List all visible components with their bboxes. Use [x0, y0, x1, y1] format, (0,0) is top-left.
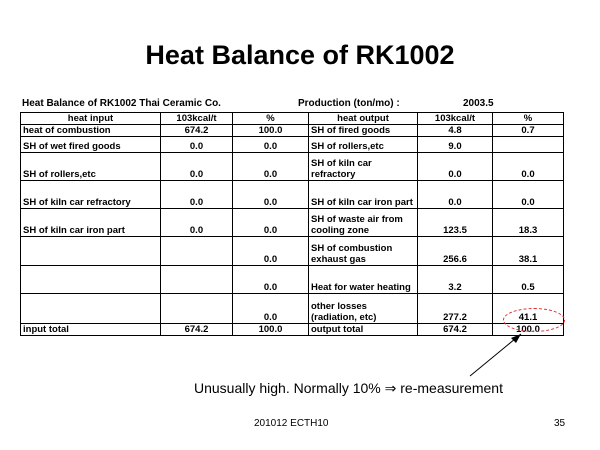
output-value-cell: 123.5 — [418, 209, 493, 237]
table-row — [21, 153, 564, 181]
input-percent-cell: 0.0 — [233, 137, 309, 153]
output-label-cell: output total — [309, 324, 418, 336]
table-row — [21, 137, 564, 153]
input-value-cell: 0.0 — [161, 153, 233, 181]
input-value-cell: 674.2 — [161, 324, 233, 336]
input-label-cell: SH of kiln car iron part — [21, 209, 161, 237]
total-row — [21, 324, 564, 336]
output-label-cell: SH of waste air from cooling zone — [309, 209, 418, 237]
output-label-cell: SH of rollers,etc — [309, 137, 418, 153]
output-value-cell: 3.2 — [418, 266, 493, 294]
input-percent-cell: 0.0 — [233, 181, 309, 209]
input-label-cell — [21, 294, 161, 324]
output-value-cell: 0.0 — [418, 181, 493, 209]
output-value-cell: 9.0 — [418, 137, 493, 153]
input-value-cell — [161, 266, 233, 294]
column-header: % — [233, 113, 309, 125]
input-label-cell — [21, 266, 161, 294]
output-value-cell: 256.6 — [418, 237, 493, 266]
input-value-cell: 0.0 — [161, 209, 233, 237]
table-header-row — [21, 113, 564, 125]
column-header: 103kcal/t — [161, 113, 233, 125]
column-header: heat input — [21, 113, 161, 125]
input-percent-cell: 0.0 — [233, 294, 309, 324]
input-label-cell: SH of kiln car refractory — [21, 181, 161, 209]
input-percent-cell: 100.0 — [233, 324, 309, 336]
output-percent-cell: 0.7 — [493, 125, 564, 137]
output-percent-cell: 18.3 — [493, 209, 564, 237]
input-percent-cell: 0.0 — [233, 209, 309, 237]
input-value-cell — [161, 237, 233, 266]
output-value-cell: 0.0 — [418, 153, 493, 181]
output-value-cell: 4.8 — [418, 125, 493, 137]
input-label-cell: input total — [21, 324, 161, 336]
input-value-cell — [161, 294, 233, 324]
slide-title: Heat Balance of RK1002 — [145, 40, 455, 70]
annotation-note: Unusually high. Normally 10% ⇒ re-measurement — [194, 380, 503, 396]
table-caption: Heat Balance of RK1002 Thai Ceramic Co. — [22, 98, 221, 109]
input-value-cell: 674.2 — [161, 125, 233, 137]
output-label-cell: SH of kiln car refractory — [309, 153, 418, 181]
table-row — [21, 209, 564, 237]
output-percent-cell: 0.0 — [493, 181, 564, 209]
column-header: % — [493, 113, 564, 125]
table-header — [22, 98, 562, 112]
output-value-cell: 674.2 — [418, 324, 493, 336]
highlight-ellipse — [503, 308, 565, 332]
column-header: heat output — [309, 113, 418, 125]
table-row — [21, 125, 564, 137]
input-label-cell: heat of combustion — [21, 125, 161, 137]
table-row — [21, 237, 564, 266]
output-percent-cell: 0.5 — [493, 266, 564, 294]
input-value-cell: 0.0 — [161, 181, 233, 209]
input-label-cell: SH of wet fired goods — [21, 137, 161, 153]
table-row — [21, 181, 564, 209]
input-label-cell: SH of rollers,etc — [21, 153, 161, 181]
footer-label: 201012 ECTH10 — [254, 418, 329, 429]
input-percent-cell: 0.0 — [233, 266, 309, 294]
production-label: Production (ton/mo) : — [298, 98, 400, 109]
input-percent-cell: 0.0 — [233, 153, 309, 181]
column-header: 103kcal/t — [418, 113, 493, 125]
input-percent-cell: 0.0 — [233, 237, 309, 266]
output-percent-cell: 100.0 — [493, 324, 564, 336]
table-row — [21, 294, 564, 324]
output-percent-cell: 41.1 — [493, 294, 564, 324]
page-number: 35 — [554, 418, 566, 429]
heat-balance-table — [20, 112, 564, 336]
input-label-cell — [21, 237, 161, 266]
output-label-cell: Heat for water heating — [309, 266, 418, 294]
table-row — [21, 266, 564, 294]
output-label-cell: SH of fired goods — [309, 125, 418, 137]
output-value-cell: 277.2 — [418, 294, 493, 324]
output-label-cell: other losses (radiation, etc) — [309, 294, 418, 324]
output-percent-cell — [493, 137, 564, 153]
input-value-cell: 0.0 — [161, 137, 233, 153]
output-label-cell: SH of combustion exhaust gas — [309, 237, 418, 266]
output-percent-cell: 38.1 — [493, 237, 564, 266]
output-percent-cell: 0.0 — [493, 153, 564, 181]
output-label-cell: SH of kiln car iron part — [309, 181, 418, 209]
production-value: 2003.5 — [463, 98, 494, 109]
input-percent-cell: 100.0 — [233, 125, 309, 137]
